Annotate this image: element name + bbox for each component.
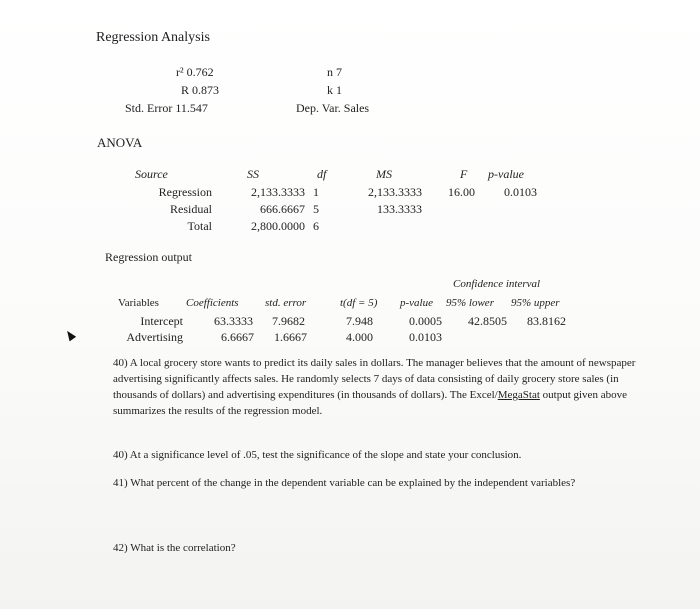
reg-header-lower: 95% lower [446, 297, 494, 309]
anova-cell: 16.00 [448, 185, 475, 199]
reg-cell: 0.0103 [409, 330, 442, 344]
reg-header-std-error: std. error [265, 297, 307, 309]
n-value: n 7 [327, 65, 342, 79]
reg-header-upper: 95% upper [511, 297, 560, 309]
dependent-variable: Dep. Var. Sales [296, 101, 370, 115]
anova-cell: Residual [170, 202, 212, 216]
reg-cell: Advertising [126, 330, 183, 344]
anova-cell: 133.3333 [377, 202, 422, 216]
reg-cell: 83.8162 [527, 314, 566, 328]
reg-cell: 4.000 [346, 330, 373, 344]
reg-header-t: t(df = 5) [340, 297, 378, 309]
reg-cell: 0.0005 [409, 314, 442, 328]
mouse-pointer-icon [64, 329, 76, 342]
anova-header-ms: MS [376, 167, 392, 181]
question-40: 40) At a significance level of .05, test the significance of the slope and state your conclusion. [113, 449, 522, 461]
anova-cell: Total [187, 219, 212, 233]
reg-cell: 7.948 [346, 314, 373, 328]
r-value: R 0.873 [181, 83, 220, 97]
question-42: 42) What is the correlation? [113, 542, 236, 554]
std-error: Std. Error 11.547 [125, 101, 208, 115]
question-intro-text: 40) A local grocery store wants to predict its daily sales in dollars. The manager believes that the amount of newspaper advertising significantly affects sales. He randomly selects 7 days of data consisting of daily grocery store sales (in thousands of dollars) and advertising expenditures (in thousands of dollars). The Excel/ [113, 357, 636, 401]
reg-cell: 42.8505 [468, 314, 507, 328]
anova-cell: Regression [158, 185, 212, 199]
anova-header-source: Source [135, 167, 168, 181]
reg-cell: 6.6667 [221, 330, 254, 344]
confidence-interval-label: Confidence interval [453, 278, 541, 290]
anova-header-f: F [460, 167, 468, 181]
anova-header-pvalue: p-value [488, 167, 524, 181]
anova-cell: 0.0103 [504, 185, 537, 199]
reg-header-coefficients: Coefficients [186, 297, 239, 309]
anova-heading: ANOVA [97, 135, 143, 150]
page-title: Regression Analysis [96, 30, 210, 45]
reg-cell: 1.6667 [274, 330, 307, 344]
r-squared: r² 0.762 [176, 65, 214, 79]
anova-cell: 2,800.0000 [251, 219, 305, 233]
regression-output-heading: Regression output [105, 250, 192, 264]
reg-cell: Intercept [140, 314, 183, 328]
anova-cell: 6 [313, 219, 319, 233]
anova-header-df: df [317, 167, 327, 181]
question-intro-text-end: output given above summarizes the results of the regression model. [113, 389, 627, 417]
anova-cell: 2,133.3333 [251, 185, 305, 199]
reg-cell: 7.9682 [272, 314, 305, 328]
reg-cell: 63.3333 [214, 314, 253, 328]
reg-header-pvalue: p-value [400, 297, 433, 309]
anova-header-ss: SS [247, 167, 259, 181]
megastat-link-text: MegaStat [497, 389, 540, 401]
k-value: k 1 [327, 83, 342, 97]
question-41: 41) What percent of the change in the dependent variable can be explained by the independent variables? [113, 477, 576, 489]
anova-cell: 1 [313, 185, 319, 199]
anova-cell: 5 [313, 202, 319, 216]
anova-cell: 666.6667 [260, 202, 305, 216]
question-intro [113, 355, 643, 419]
anova-cell: 2,133.3333 [368, 185, 422, 199]
reg-header-variables: Variables [118, 297, 159, 309]
